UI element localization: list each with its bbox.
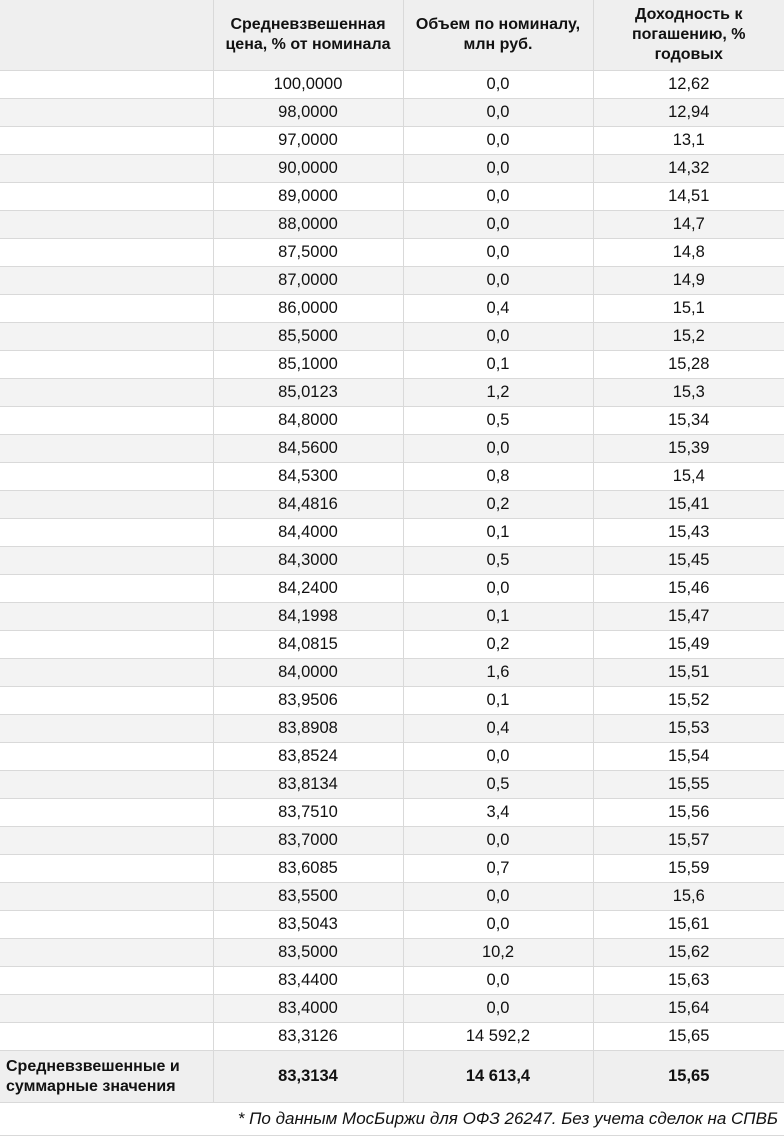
summary-price: 83,3134 — [213, 1051, 403, 1103]
cell-empty — [0, 827, 213, 855]
cell-volume: 0,0 — [403, 827, 593, 855]
cell-volume: 0,0 — [403, 575, 593, 603]
table-row — [0, 435, 784, 463]
cell-volume: 1,6 — [403, 659, 593, 687]
table-row — [0, 323, 784, 351]
summary-row — [0, 1051, 784, 1103]
cell-yield: 15,6 — [593, 883, 784, 911]
cell-volume: 0,1 — [403, 351, 593, 379]
summary-label: Средневзвешенные и суммарные значения — [0, 1051, 213, 1103]
cell-volume: 0,0 — [403, 435, 593, 463]
cell-yield: 15,64 — [593, 995, 784, 1023]
table-row — [0, 351, 784, 379]
cell-yield: 15,51 — [593, 659, 784, 687]
cell-yield: 15,52 — [593, 687, 784, 715]
cell-price: 83,8134 — [213, 771, 403, 799]
cell-price: 84,5300 — [213, 463, 403, 491]
cell-price: 83,8908 — [213, 715, 403, 743]
cell-empty — [0, 99, 213, 127]
cell-empty — [0, 687, 213, 715]
cell-empty — [0, 71, 213, 99]
cell-yield: 15,2 — [593, 323, 784, 351]
cell-empty — [0, 771, 213, 799]
cell-empty — [0, 1023, 213, 1051]
cell-volume: 0,2 — [403, 631, 593, 659]
cell-volume: 0,1 — [403, 687, 593, 715]
cell-price: 83,7510 — [213, 799, 403, 827]
table-row — [0, 211, 784, 239]
cell-yield: 15,47 — [593, 603, 784, 631]
cell-empty — [0, 407, 213, 435]
cell-volume: 0,0 — [403, 127, 593, 155]
cell-price: 84,4000 — [213, 519, 403, 547]
cell-price: 83,9506 — [213, 687, 403, 715]
cell-yield: 15,65 — [593, 1023, 784, 1051]
cell-volume: 0,0 — [403, 211, 593, 239]
table-row — [0, 967, 784, 995]
cell-empty — [0, 183, 213, 211]
table-row — [0, 183, 784, 211]
cell-yield: 15,49 — [593, 631, 784, 659]
cell-volume: 0,0 — [403, 71, 593, 99]
cell-empty — [0, 491, 213, 519]
cell-volume: 10,2 — [403, 939, 593, 967]
cell-volume: 0,0 — [403, 155, 593, 183]
cell-empty — [0, 379, 213, 407]
cell-yield: 13,1 — [593, 127, 784, 155]
cell-volume: 0,1 — [403, 519, 593, 547]
table-row — [0, 659, 784, 687]
cell-price: 83,5500 — [213, 883, 403, 911]
table-row — [0, 911, 784, 939]
cell-yield: 15,3 — [593, 379, 784, 407]
cell-volume: 3,4 — [403, 799, 593, 827]
footnote: * По данным МосБиржи для ОФЗ 26247. Без учета сделок на СПВБ — [0, 1103, 784, 1136]
cell-yield: 12,94 — [593, 99, 784, 127]
table-row — [0, 519, 784, 547]
cell-volume: 14 592,2 — [403, 1023, 593, 1051]
table-row — [0, 855, 784, 883]
summary-volume: 14 613,4 — [403, 1051, 593, 1103]
table-row — [0, 1023, 784, 1051]
cell-yield: 15,4 — [593, 463, 784, 491]
cell-yield: 15,62 — [593, 939, 784, 967]
table-row — [0, 127, 784, 155]
cell-empty — [0, 799, 213, 827]
cell-yield: 15,54 — [593, 743, 784, 771]
summary-yield: 15,65 — [593, 1051, 784, 1103]
cell-empty — [0, 939, 213, 967]
cell-yield: 15,53 — [593, 715, 784, 743]
cell-price: 83,5000 — [213, 939, 403, 967]
cell-empty — [0, 547, 213, 575]
cell-yield: 15,45 — [593, 547, 784, 575]
cell-price: 83,7000 — [213, 827, 403, 855]
table-row — [0, 771, 784, 799]
cell-empty — [0, 603, 213, 631]
table-row — [0, 239, 784, 267]
table-row — [0, 715, 784, 743]
table-row — [0, 463, 784, 491]
table-row — [0, 99, 784, 127]
cell-yield: 15,41 — [593, 491, 784, 519]
cell-volume: 0,4 — [403, 715, 593, 743]
cell-yield: 14,51 — [593, 183, 784, 211]
cell-yield: 15,57 — [593, 827, 784, 855]
table-row — [0, 827, 784, 855]
table-row — [0, 603, 784, 631]
cell-yield: 15,39 — [593, 435, 784, 463]
cell-empty — [0, 883, 213, 911]
header-volume: Объем по номиналу, млн руб. — [403, 0, 593, 71]
cell-price: 83,3126 — [213, 1023, 403, 1051]
cell-empty — [0, 127, 213, 155]
cell-yield: 15,43 — [593, 519, 784, 547]
cell-yield: 14,32 — [593, 155, 784, 183]
cell-volume: 0,5 — [403, 547, 593, 575]
cell-empty — [0, 967, 213, 995]
cell-yield: 15,63 — [593, 967, 784, 995]
table-row — [0, 379, 784, 407]
footnote-row — [0, 1103, 784, 1136]
cell-price: 85,0123 — [213, 379, 403, 407]
cell-volume: 0,0 — [403, 267, 593, 295]
cell-price: 84,4816 — [213, 491, 403, 519]
cell-price: 84,0000 — [213, 659, 403, 687]
cell-price: 98,0000 — [213, 99, 403, 127]
cell-empty — [0, 995, 213, 1023]
table-row — [0, 939, 784, 967]
cell-yield: 15,55 — [593, 771, 784, 799]
cell-yield: 15,61 — [593, 911, 784, 939]
cell-price: 83,4000 — [213, 995, 403, 1023]
cell-price: 85,1000 — [213, 351, 403, 379]
cell-price: 100,0000 — [213, 71, 403, 99]
cell-empty — [0, 295, 213, 323]
table-row — [0, 491, 784, 519]
cell-price: 88,0000 — [213, 211, 403, 239]
cell-empty — [0, 463, 213, 491]
cell-price: 84,2400 — [213, 575, 403, 603]
cell-empty — [0, 519, 213, 547]
table-row — [0, 883, 784, 911]
cell-empty — [0, 575, 213, 603]
cell-empty — [0, 323, 213, 351]
cell-empty — [0, 351, 213, 379]
cell-price: 83,5043 — [213, 911, 403, 939]
cell-empty — [0, 631, 213, 659]
cell-price: 97,0000 — [213, 127, 403, 155]
cell-volume: 0,1 — [403, 603, 593, 631]
header-yield: Доходность к погашению, % годовых — [593, 0, 784, 71]
table-row — [0, 547, 784, 575]
cell-yield: 15,34 — [593, 407, 784, 435]
cell-volume: 0,0 — [403, 967, 593, 995]
cell-volume: 0,7 — [403, 855, 593, 883]
cell-price: 84,5600 — [213, 435, 403, 463]
cell-price: 83,6085 — [213, 855, 403, 883]
cell-yield: 15,1 — [593, 295, 784, 323]
cell-price: 86,0000 — [213, 295, 403, 323]
cell-empty — [0, 715, 213, 743]
cell-yield: 12,62 — [593, 71, 784, 99]
cell-empty — [0, 435, 213, 463]
cell-volume: 0,8 — [403, 463, 593, 491]
cell-empty — [0, 911, 213, 939]
table-row — [0, 631, 784, 659]
cell-volume: 0,0 — [403, 99, 593, 127]
cell-volume: 1,2 — [403, 379, 593, 407]
cell-price: 84,1998 — [213, 603, 403, 631]
cell-yield: 15,46 — [593, 575, 784, 603]
cell-empty — [0, 155, 213, 183]
cell-price: 85,5000 — [213, 323, 403, 351]
cell-price: 90,0000 — [213, 155, 403, 183]
cell-empty — [0, 239, 213, 267]
cell-volume: 0,5 — [403, 771, 593, 799]
cell-yield: 14,7 — [593, 211, 784, 239]
cell-price: 89,0000 — [213, 183, 403, 211]
table-row — [0, 155, 784, 183]
cell-volume: 0,5 — [403, 407, 593, 435]
cell-yield: 15,59 — [593, 855, 784, 883]
cell-volume: 0,0 — [403, 183, 593, 211]
table-row — [0, 267, 784, 295]
table-row — [0, 687, 784, 715]
header-row — [0, 0, 784, 71]
table-row — [0, 743, 784, 771]
cell-yield: 14,8 — [593, 239, 784, 267]
table-row — [0, 575, 784, 603]
table-row — [0, 71, 784, 99]
cell-volume: 0,0 — [403, 239, 593, 267]
cell-price: 84,3000 — [213, 547, 403, 575]
cell-empty — [0, 855, 213, 883]
cell-price: 84,8000 — [213, 407, 403, 435]
cell-empty — [0, 211, 213, 239]
cell-volume: 0,0 — [403, 995, 593, 1023]
cell-yield: 15,56 — [593, 799, 784, 827]
cell-volume: 0,0 — [403, 743, 593, 771]
cell-price: 83,4400 — [213, 967, 403, 995]
cell-price: 87,0000 — [213, 267, 403, 295]
cell-price: 84,0815 — [213, 631, 403, 659]
cell-volume: 0,0 — [403, 323, 593, 351]
header-empty — [0, 0, 213, 71]
cell-price: 83,8524 — [213, 743, 403, 771]
cell-volume: 0,0 — [403, 883, 593, 911]
cell-empty — [0, 659, 213, 687]
table-row — [0, 407, 784, 435]
cell-yield: 15,28 — [593, 351, 784, 379]
table-row — [0, 799, 784, 827]
cell-price: 87,5000 — [213, 239, 403, 267]
table-row — [0, 995, 784, 1023]
cell-empty — [0, 267, 213, 295]
table-row — [0, 295, 784, 323]
header-price: Средневзвешенная цена, % от номинала — [213, 0, 403, 71]
cell-empty — [0, 743, 213, 771]
cell-yield: 14,9 — [593, 267, 784, 295]
cell-volume: 0,2 — [403, 491, 593, 519]
cell-volume: 0,0 — [403, 911, 593, 939]
cell-volume: 0,4 — [403, 295, 593, 323]
